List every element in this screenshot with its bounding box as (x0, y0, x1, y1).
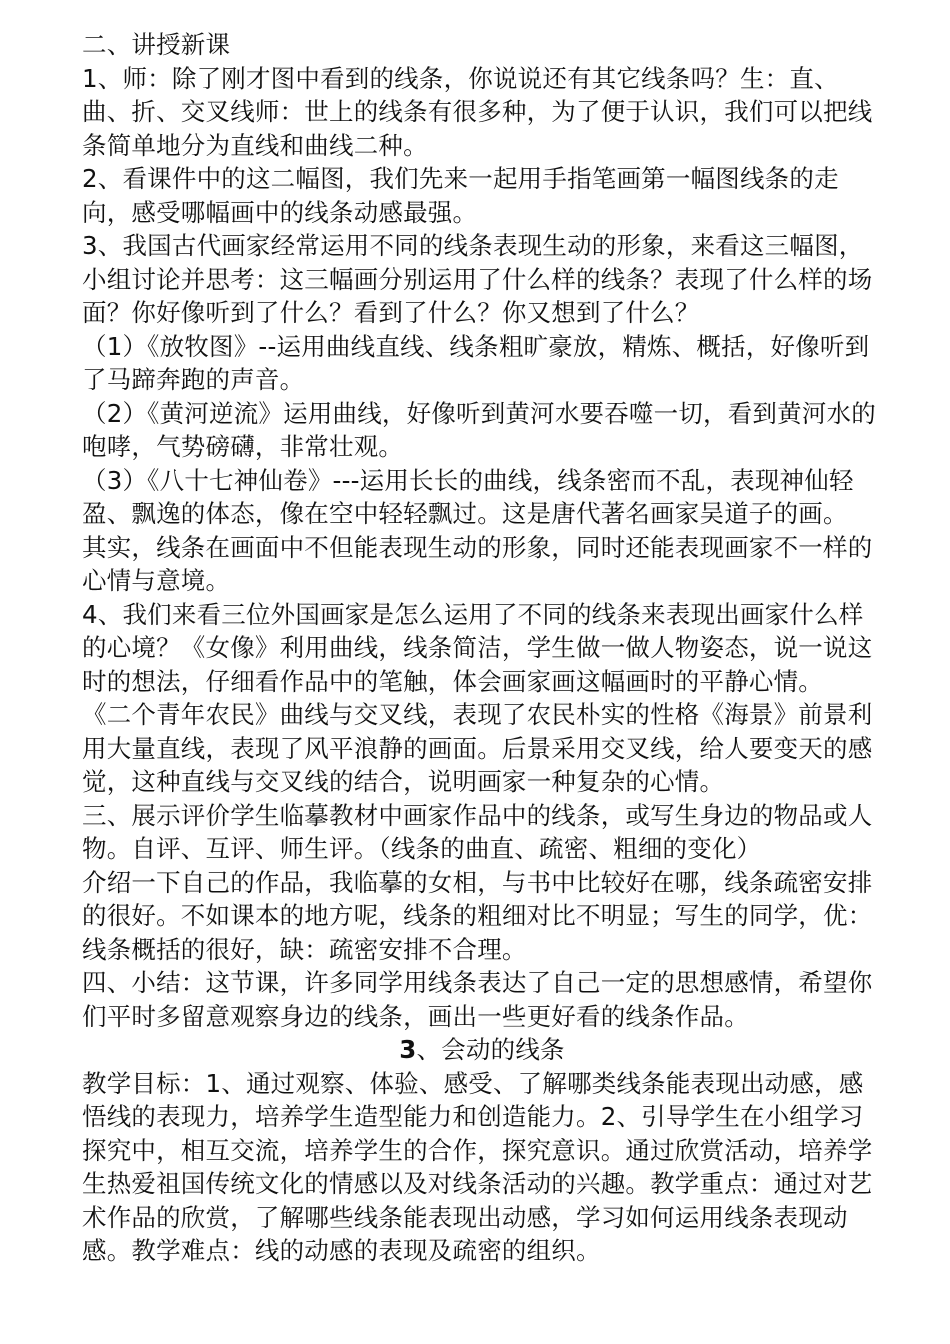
lesson-objectives: 教学目标：1、通过观察、体验、感受、了解哪类线条能表现出动感，感悟线的表现力，培养学生造型能力和创造能力。2、引导学生在小组学习探究中，相互交流，培养学生的合作，探究意识。通过欣赏活动，培养学生热爱祖国传统文化的情感以及对线条活动的兴趣。教学重点：通过对艺术作品的欣赏，了解哪些线条能表现出动感，学习如何运用线条表现动感。教学难点：线的动感的表现及疏密的组织。 (82, 1068, 873, 1265)
paragraph-3-item-2: （2）《黄河逆流》运用曲线，好像听到黄河水要吞噬一切，看到黄河水的咆哮，气势磅礴，非常壮观。 (82, 398, 876, 461)
paragraph-3-item-1: （1）《放牧图》--运用曲线直线、线条粗旷豪放，精炼、概括，好像听到了马蹄奔跑的声音。 (82, 331, 870, 394)
section-three-paragraph: 三、展示评价学生临摹教材中画家作品中的线条，或写生身边的物品或人物。自评、互评、师生评。（线条的曲直、疏密、粗细的变化） (82, 800, 873, 863)
paragraph-3-summary: 其实，线条在画面中不但能表现生动的形象，同时还能表现画家不一样的心情与意境。 (82, 532, 873, 595)
document-page (82, 28, 882, 1268)
lesson-title-number: 3 (399, 1035, 417, 1064)
section-four-summary: 四、小结：这节课，许多同学用线条表达了自己一定的思想感情，希望你们平时多留意观察身边的线条，画出一些更好看的线条作品。 (82, 968, 873, 1031)
paragraph-3: 3、我国古代画家经常运用不同的线条表现生动的形象，来看这三幅图，小组讨论并思考：这三幅画分别运用了什么样的线条？表现了什么样的场面？你好像听到了什么？看到了什么？你又想到了什么？ (82, 231, 873, 327)
paragraph-3-item-3: （3）《八十七神仙卷》---运用长长的曲线，线条密而不乱，表现神仙轻盈、飘逸的体态，像在空中轻轻飘过。这是唐代著名画家吴道子的画。 (82, 465, 854, 528)
lesson-title-text: 、会动的线条 (416, 1035, 565, 1064)
paragraph-4-continued: 《二个青年农民》曲线与交叉线，表现了农民朴实的性格《海景》前景利用大量直线，表现了风平浪静的画面。后景采用交叉线，给人要变天的感觉，这种直线与交叉线的结合，说明画家一种复杂的心情。 (82, 700, 873, 796)
lesson-title (82, 1033, 882, 1067)
paragraph-1: 1、师：除了刚才图中看到的线条，你说说还有其它线条吗？生：直、曲、折、交叉线师：世上的线条有很多种，为了便于认识，我们可以把线条简单地分为直线和曲线二种。 (82, 63, 873, 160)
section-heading-teach: 二、讲授新课 (82, 30, 231, 59)
section-three-intro: 介绍一下自己的作品，我临摹的女相，与书中比较好在哪，线条疏密安排的很好。不如课本的地方呢，线条的粗细对比不明显；写生的同学，优：线条概括的很好，缺：疏密安排不合理。 (82, 867, 873, 964)
paragraph-4: 4、我们来看三位外国画家是怎么运用了不同的线条来表现出画家什么样的心境？《女像》利用曲线，线条简洁，学生做一做人物姿态，说一说这时的想法，仔细看作品中的笔触，体会画家画这幅画时的平静心情。 (82, 599, 873, 696)
paragraph-2: 2、看课件中的这二幅图，我们先来一起用手指笔画第一幅图线条的走向，感受哪幅画中的线条动感最强。 (82, 164, 839, 227)
